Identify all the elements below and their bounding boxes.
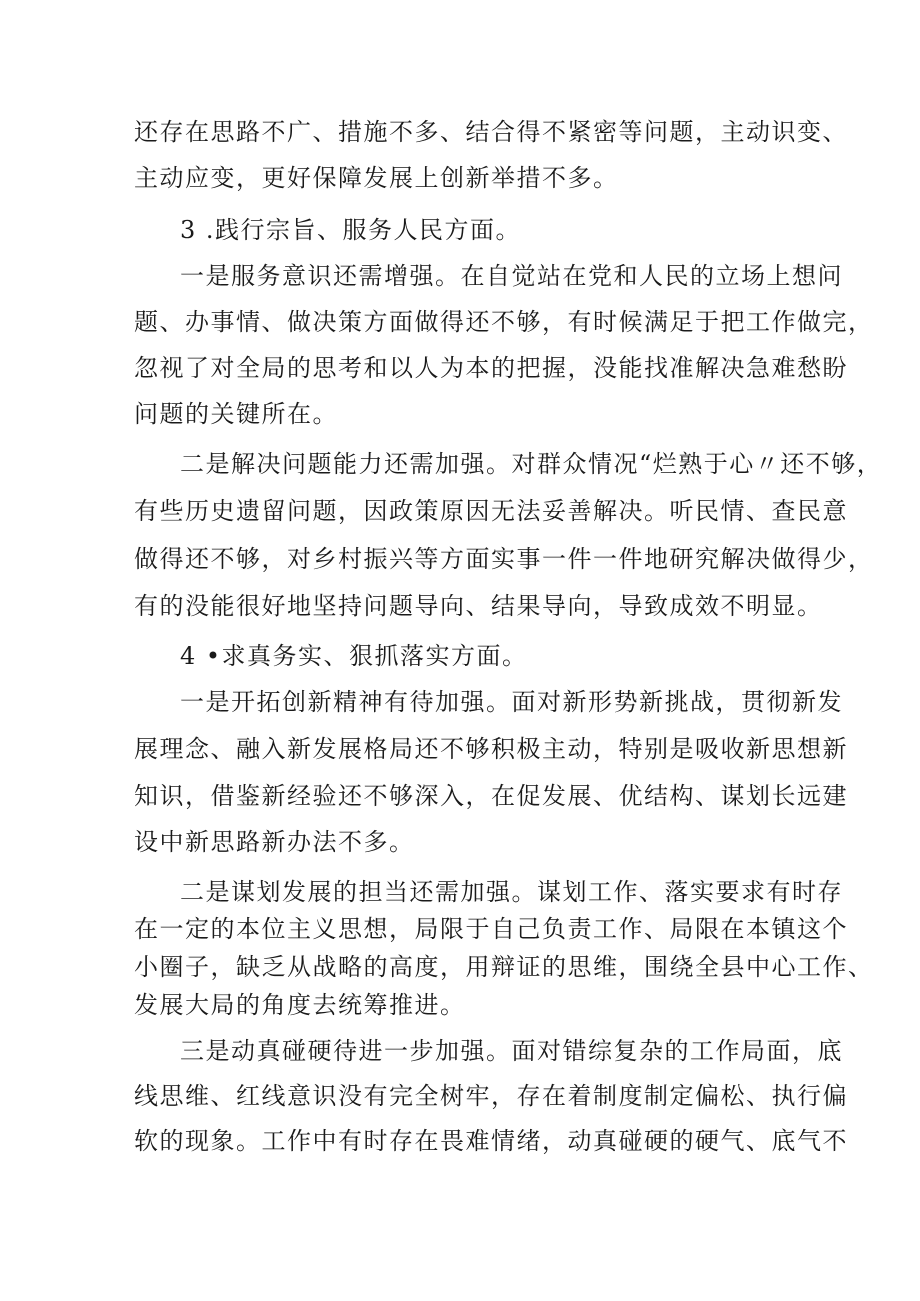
text-line: 还存在思路不广、措施不多、结合得不紧密等问题，主动识变、	[134, 118, 848, 146]
text-line: 设中新思路新办法不多。	[134, 828, 415, 856]
text-line: 一是服务意识还需增强。在自觉站在党和人民的立场上想问	[180, 262, 843, 290]
text-line: 忽视了对全局的思考和以人为本的把握，没能找准解决急难愁盼	[134, 354, 848, 382]
text-line: 小圈子，缺乏从战略的高度，用辩证的思维，围绕全县中心工作、	[134, 953, 874, 981]
text-line: 有些历史遗留问题，因政策原因无法妥善解决。听民情、查民意	[134, 497, 848, 525]
text-line: 一是开拓创新精神有待加强。面对新形势新挑战，贯彻新发	[180, 688, 843, 716]
text-line: 知识，借鉴新经验还不够深入，在促发展、优结构、谋划长远建	[134, 782, 848, 810]
text-line: 三是动真碰硬待进一步加强。面对错综复杂的工作局面，底	[180, 1037, 843, 1065]
text-line: 发展大局的角度去统筹推进。	[134, 991, 466, 1019]
text-line: 线思维、红线意识没有完全树牢，存在着制度制定偏松、执行偏	[134, 1082, 848, 1110]
text-line: 在一定的本位主义思想，局限于自己负责工作、局限在本镇这个	[134, 915, 848, 943]
text-line: 二是解决问题能力还需加强。对群众情况“烂熟于心〃还不够，	[180, 450, 883, 478]
section-heading: 4 •求真务实、狠抓落实方面。	[180, 642, 528, 670]
text-line: 展理念、融入新发展格局还不够积极主动，特别是吸收新思想新	[134, 735, 848, 763]
text-line: 有的没能很好地坚持问题导向、结果导向，导致成效不明显。	[134, 592, 823, 620]
text-line: 主动应变，更好保障发展上创新举措不多。	[134, 164, 619, 192]
text-line: 题、办事情、做决策方面做得还不够，有时候满足于把工作做完，	[134, 308, 874, 336]
text-line: 问题的关键所在。	[134, 400, 338, 428]
section-heading: 3 .践行宗旨、服务人民方面。	[180, 216, 522, 244]
text-line: 软的现象。工作中有时存在畏难情绪，动真碰硬的硬气、底气不	[134, 1127, 848, 1155]
text-line: 二是谋划发展的担当还需加强。谋划工作、落实要求有时存	[180, 878, 843, 906]
text-line: 做得还不够，对乡村振兴等方面实事一件一件地研究解决做得少，	[134, 545, 874, 573]
